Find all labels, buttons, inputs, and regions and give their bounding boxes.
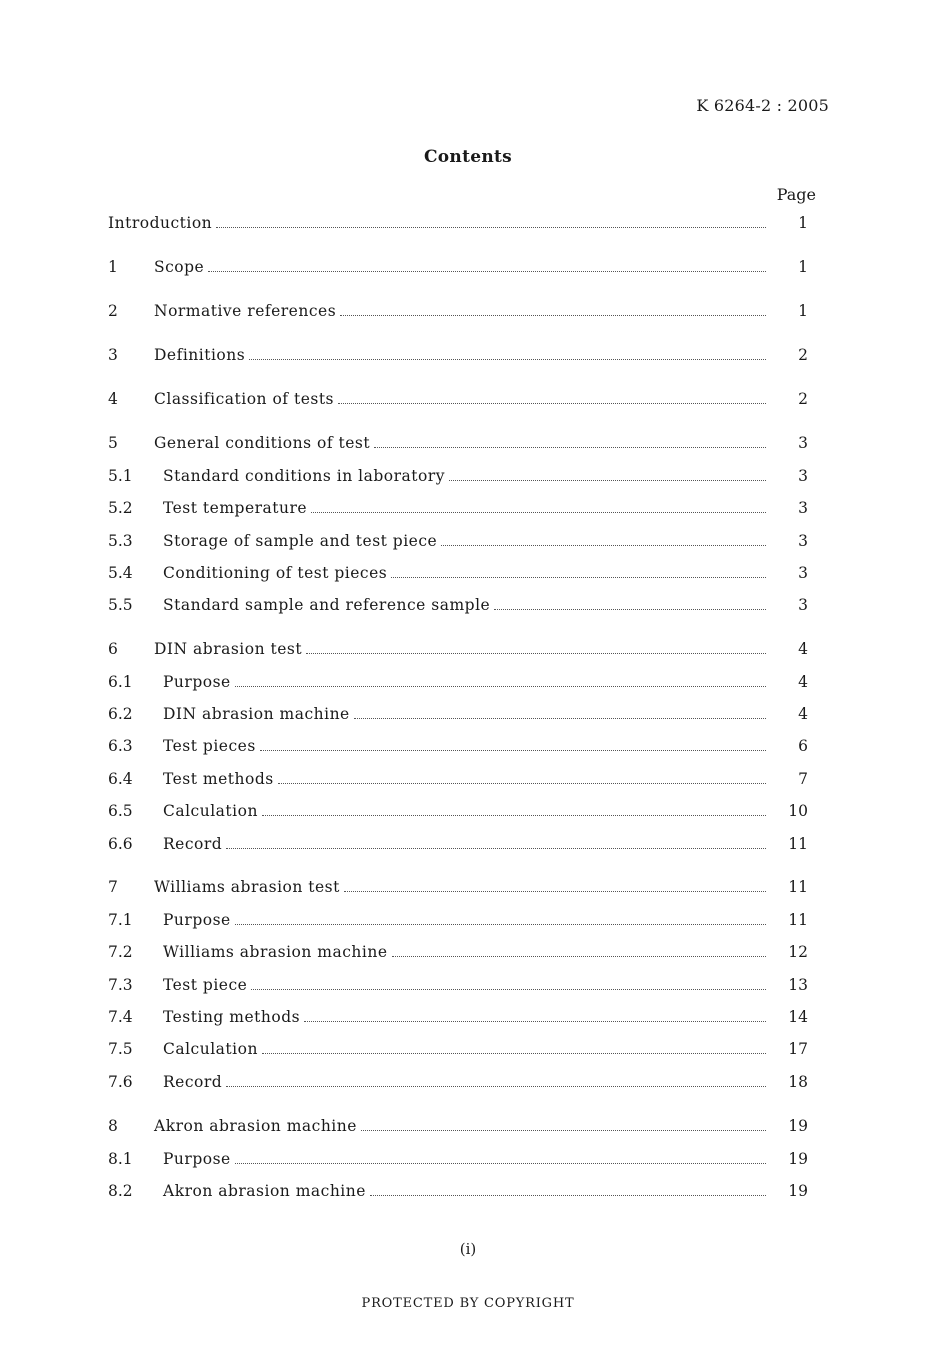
toc-entry-number: 5.5 [108, 596, 133, 614]
toc-entry[interactable] [108, 1148, 808, 1170]
toc-entry-title: Conditioning of test pieces [163, 564, 388, 582]
toc-entry-number: 6 [108, 640, 118, 658]
toc-entry-title: Test piece [163, 976, 248, 994]
toc-entry[interactable] [108, 562, 808, 584]
toc-entry-number: 3 [108, 346, 118, 364]
toc-entry[interactable] [108, 388, 808, 410]
toc-entry-title: Purpose [163, 1150, 231, 1168]
toc-leader [262, 1052, 766, 1054]
toc-entry-title: Standard conditions in laboratory [163, 467, 445, 485]
toc-entry-page: 11 [788, 878, 808, 896]
toc-entry-page: 19 [788, 1150, 808, 1168]
toc-entry[interactable] [108, 1115, 808, 1137]
toc-entry-page: 4 [798, 673, 808, 691]
toc-entry[interactable] [108, 671, 808, 693]
toc-entry-page: 6 [798, 737, 808, 755]
toc-entry-title: Storage of sample and test piece [163, 532, 438, 550]
toc-entry[interactable] [108, 833, 808, 855]
toc-entry-title: Test pieces [163, 737, 256, 755]
page-folio: (i) [459, 1240, 477, 1258]
toc-entry-page: 18 [788, 1073, 808, 1091]
toc-entry-number: 5.4 [108, 564, 133, 582]
toc-entry-page: 3 [798, 596, 808, 614]
toc-leader [304, 1020, 766, 1022]
toc-entry-number: 7.2 [108, 943, 133, 961]
toc-entry-page: 19 [788, 1117, 808, 1135]
toc-leader [338, 402, 766, 404]
toc-entry[interactable] [108, 768, 808, 790]
toc-entry-title: Test methods [163, 770, 274, 788]
toc-leader [249, 358, 766, 360]
toc-entry-page: 4 [798, 705, 808, 723]
toc-entry[interactable] [108, 909, 808, 931]
toc-entry-number: 6.1 [108, 673, 133, 691]
toc-entry-page: 1 [798, 302, 808, 320]
toc-entry-title: Akron abrasion machine [154, 1117, 357, 1135]
toc-leader [208, 270, 766, 272]
toc-entry[interactable] [108, 638, 808, 660]
toc-entry-page: 10 [788, 802, 808, 820]
toc-leader [449, 479, 766, 481]
toc-entry-page: 3 [798, 532, 808, 550]
toc-leader [235, 1162, 766, 1164]
toc-entry-number: 7.6 [108, 1073, 133, 1091]
toc-entry[interactable] [108, 256, 808, 278]
toc-entry-page: 7 [798, 770, 808, 788]
toc-entry-number: 2 [108, 302, 118, 320]
toc-entry-title: Williams abrasion test [154, 878, 340, 896]
toc-entry-number: 5.3 [108, 532, 133, 550]
document-code: K 6264-2 : 2005 [696, 96, 829, 115]
toc-entry-title: Normative references [154, 302, 337, 320]
toc-entry-page: 3 [798, 467, 808, 485]
toc-leader [370, 1194, 766, 1196]
toc-entry[interactable] [108, 300, 808, 322]
toc-entry-page: 14 [788, 1008, 808, 1026]
toc-leader [260, 749, 766, 751]
toc-leader [361, 1129, 766, 1131]
toc-entry-title: Williams abrasion machine [163, 943, 388, 961]
toc-entry-number: 1 [108, 258, 118, 276]
toc-leader [306, 652, 766, 654]
toc-entry[interactable] [108, 941, 808, 963]
toc-entry[interactable] [108, 212, 808, 234]
toc-entry-number: 7.4 [108, 1008, 133, 1026]
toc-leader [235, 685, 766, 687]
toc-entry-title: Akron abrasion machine [163, 1182, 366, 1200]
toc-entry-number: 8 [108, 1117, 118, 1135]
toc-entry[interactable] [108, 876, 808, 898]
toc-entry-title: Classification of tests [154, 390, 335, 408]
copyright-notice: PROTECTED BY COPYRIGHT [361, 1296, 575, 1311]
toc-entry-page: 11 [788, 835, 808, 853]
toc-entry-number: 6.2 [108, 705, 133, 723]
toc-entry-number: 7 [108, 878, 118, 896]
toc-entry[interactable] [108, 344, 808, 366]
toc-entry-number: 7.5 [108, 1040, 133, 1058]
toc-entry-number: 7.1 [108, 911, 133, 929]
toc-entry[interactable] [108, 530, 808, 552]
toc-entry[interactable] [108, 974, 808, 996]
toc-entry-page: 19 [788, 1182, 808, 1200]
toc-entry-title: Test temperature [163, 499, 308, 517]
toc-entry-number: 4 [108, 390, 118, 408]
toc-leader [494, 608, 766, 610]
toc-entry[interactable] [108, 1038, 808, 1060]
toc-entry-title: Testing methods [163, 1008, 301, 1026]
toc-entry[interactable] [108, 735, 808, 757]
toc-entry-title: DIN abrasion test [154, 640, 303, 658]
toc-entry-page: 2 [798, 390, 808, 408]
toc-leader [226, 1085, 766, 1087]
toc-entry-title: Record [163, 1073, 223, 1091]
toc-entry[interactable] [108, 1071, 808, 1093]
toc-entry-number: 6.5 [108, 802, 133, 820]
toc-entry[interactable] [108, 497, 808, 519]
toc-entry[interactable] [108, 1006, 808, 1028]
toc-entry-title: Purpose [163, 911, 231, 929]
page-title: Contents [423, 147, 513, 167]
toc-entry[interactable] [108, 432, 808, 454]
toc-entry-number: 5.1 [108, 467, 133, 485]
toc-entry-number: 6.6 [108, 835, 133, 853]
toc-entry-title: Scope [154, 258, 205, 276]
toc-entry-title: DIN abrasion machine [163, 705, 350, 723]
toc-entry-number: 6.4 [108, 770, 133, 788]
toc-entry-page: 3 [798, 434, 808, 452]
toc-entry-page: 3 [798, 564, 808, 582]
toc-entry-title: Purpose [163, 673, 231, 691]
toc-entry-title: Definitions [154, 346, 246, 364]
toc-entry-page: 2 [798, 346, 808, 364]
toc-leader [441, 544, 766, 546]
toc-entry-number: 5 [108, 434, 118, 452]
toc-leader [226, 847, 766, 849]
toc-entry-title: Calculation [163, 1040, 258, 1058]
toc-entry-page: 3 [798, 499, 808, 517]
toc-entry-page: 11 [788, 911, 808, 929]
toc-entry-number: 5.2 [108, 499, 133, 517]
toc-entry-title: Introduction [108, 214, 213, 232]
toc-entry[interactable] [108, 703, 808, 725]
toc-entry-number: 6.3 [108, 737, 133, 755]
toc-entry[interactable] [108, 1180, 808, 1202]
toc-leader [262, 814, 766, 816]
toc-entry-title: General conditions of test [154, 434, 371, 452]
toc-entry[interactable] [108, 465, 808, 487]
toc-leader [354, 717, 766, 719]
toc-leader [391, 576, 766, 578]
toc-leader [251, 988, 766, 990]
toc-leader [278, 782, 766, 784]
toc-entry-page: 12 [788, 943, 808, 961]
toc-leader [392, 955, 767, 957]
toc-leader [216, 226, 766, 228]
toc-entry-page: 13 [788, 976, 808, 994]
toc-entry-page: 4 [798, 640, 808, 658]
toc-leader [235, 923, 766, 925]
toc-leader [344, 890, 766, 892]
toc-entry[interactable] [108, 594, 808, 616]
toc-entry-number: 7.3 [108, 976, 133, 994]
toc-entry-page: 1 [798, 214, 808, 232]
toc-entry[interactable] [108, 800, 808, 822]
toc-leader [340, 314, 766, 316]
toc-entry-title: Record [163, 835, 223, 853]
toc-leader [311, 511, 766, 513]
toc-entry-page: 1 [798, 258, 808, 276]
toc-entry-title: Standard sample and reference sample [163, 596, 491, 614]
toc-entry-page: 17 [788, 1040, 808, 1058]
toc-entry-title: Calculation [163, 802, 258, 820]
page-column-heading: Page [776, 185, 816, 204]
toc-leader [374, 446, 766, 448]
toc-entry-number: 8.2 [108, 1182, 133, 1200]
toc-entry-number: 8.1 [108, 1150, 133, 1168]
